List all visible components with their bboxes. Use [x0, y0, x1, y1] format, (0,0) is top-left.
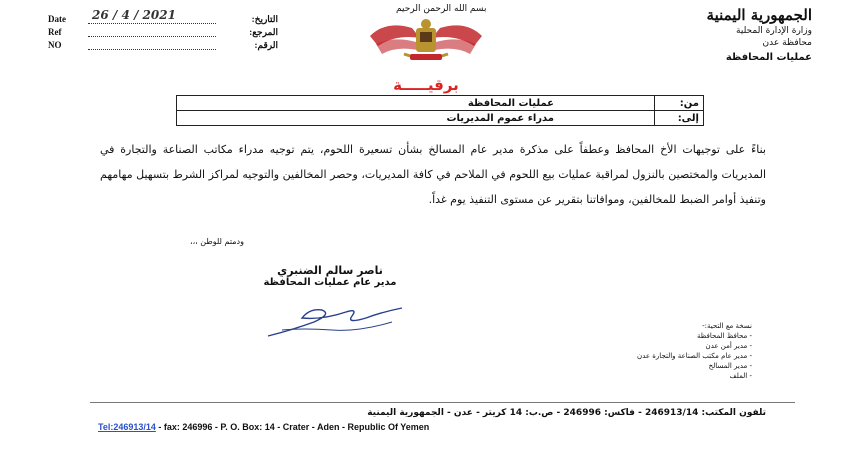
date-row	[48, 8, 278, 28]
ref-label-ar: المرجع:	[249, 27, 278, 37]
tel-link[interactable]: Tel:246913/14	[98, 422, 156, 432]
footer-arabic: تلفون المكتب: 246913/14 - فاكس: 246996 - ص.ب: 14 كريتر - عدن - الجمهورية اليمنية	[367, 408, 766, 418]
closing-text: ودمتم للوطن ،،،	[190, 237, 244, 246]
copy-item: - الملف	[729, 372, 752, 380]
republic-name: الجمهورية اليمنية	[706, 6, 812, 24]
footer-english	[98, 422, 429, 432]
copy-item: - محافظ المحافظة	[697, 332, 752, 340]
ref-label-en: Ref	[48, 27, 62, 37]
handwritten-signature-icon	[262, 300, 412, 342]
department-name: عمليات المحافظة	[725, 52, 812, 63]
copies-heading: نسخة مع التحية:-	[702, 322, 752, 330]
date-label-en: Date	[48, 14, 66, 24]
body-text: بناءً على توجيهات الأخ المحافظ وعطفاً على مذكرة مدير عام المسالخ بشأن تسعيرة اللحوم، يتم توجيه مدراء مكاتب الصناعة والتجارة في المديريات والمختصين بالنزول لمراقبة عمليات بيع اللحوم في الملاحم في كافة المديريات، وحصر المخالفين والتوجيه لمراكز الشرط بتسهيل مهامهم وتنفيذ أوامر الضبط للمخالفين، وموافاتنا بتقرير عن مستوى التنفيذ يوم غداً.	[100, 143, 766, 206]
letterhead	[707, 6, 812, 63]
from-row	[177, 96, 704, 111]
footer-divider	[90, 402, 795, 403]
footer-english-rest: - fax: 246996 - P. O. Box: 14 - Crater - Aden - Republic Of Yemen	[155, 422, 430, 432]
to-row	[177, 111, 704, 126]
no-label-en: NO	[48, 40, 62, 50]
ref-row	[48, 27, 278, 41]
copy-item: - مدير المسالخ	[708, 362, 752, 370]
copy-item: - مدير أمن عدن	[705, 342, 752, 350]
date-handwritten: 26 / 4 / 2021	[92, 8, 176, 22]
governorate-name: محافظة عدن	[762, 38, 812, 48]
to-label: إلى:	[655, 111, 704, 126]
signatory-name: ناصر سالم الضنبري	[277, 264, 383, 277]
eagle-emblem-icon	[366, 16, 486, 62]
from-value: عمليات المحافظة	[177, 96, 655, 111]
no-row	[48, 40, 278, 54]
from-label: من:	[655, 96, 704, 111]
basmala: بسم الله الرحمن الرحيم	[396, 4, 487, 14]
signatory-title: مدير عام عمليات المحافظة	[263, 277, 397, 288]
copy-item: - مدير عام مكتب الصناعة والتجارة عدن	[637, 352, 752, 360]
to-value: مدراء عموم المديريات	[177, 111, 655, 126]
ministry-name: وزارة الإدارة المحلية	[736, 26, 812, 36]
document-title: برقيـــــة	[393, 76, 459, 94]
copies-list	[560, 322, 752, 382]
no-label-ar: الرقم:	[254, 40, 278, 50]
date-label-ar: التاريخ:	[251, 14, 278, 24]
routing-table	[176, 95, 704, 126]
signature-block	[260, 264, 400, 288]
